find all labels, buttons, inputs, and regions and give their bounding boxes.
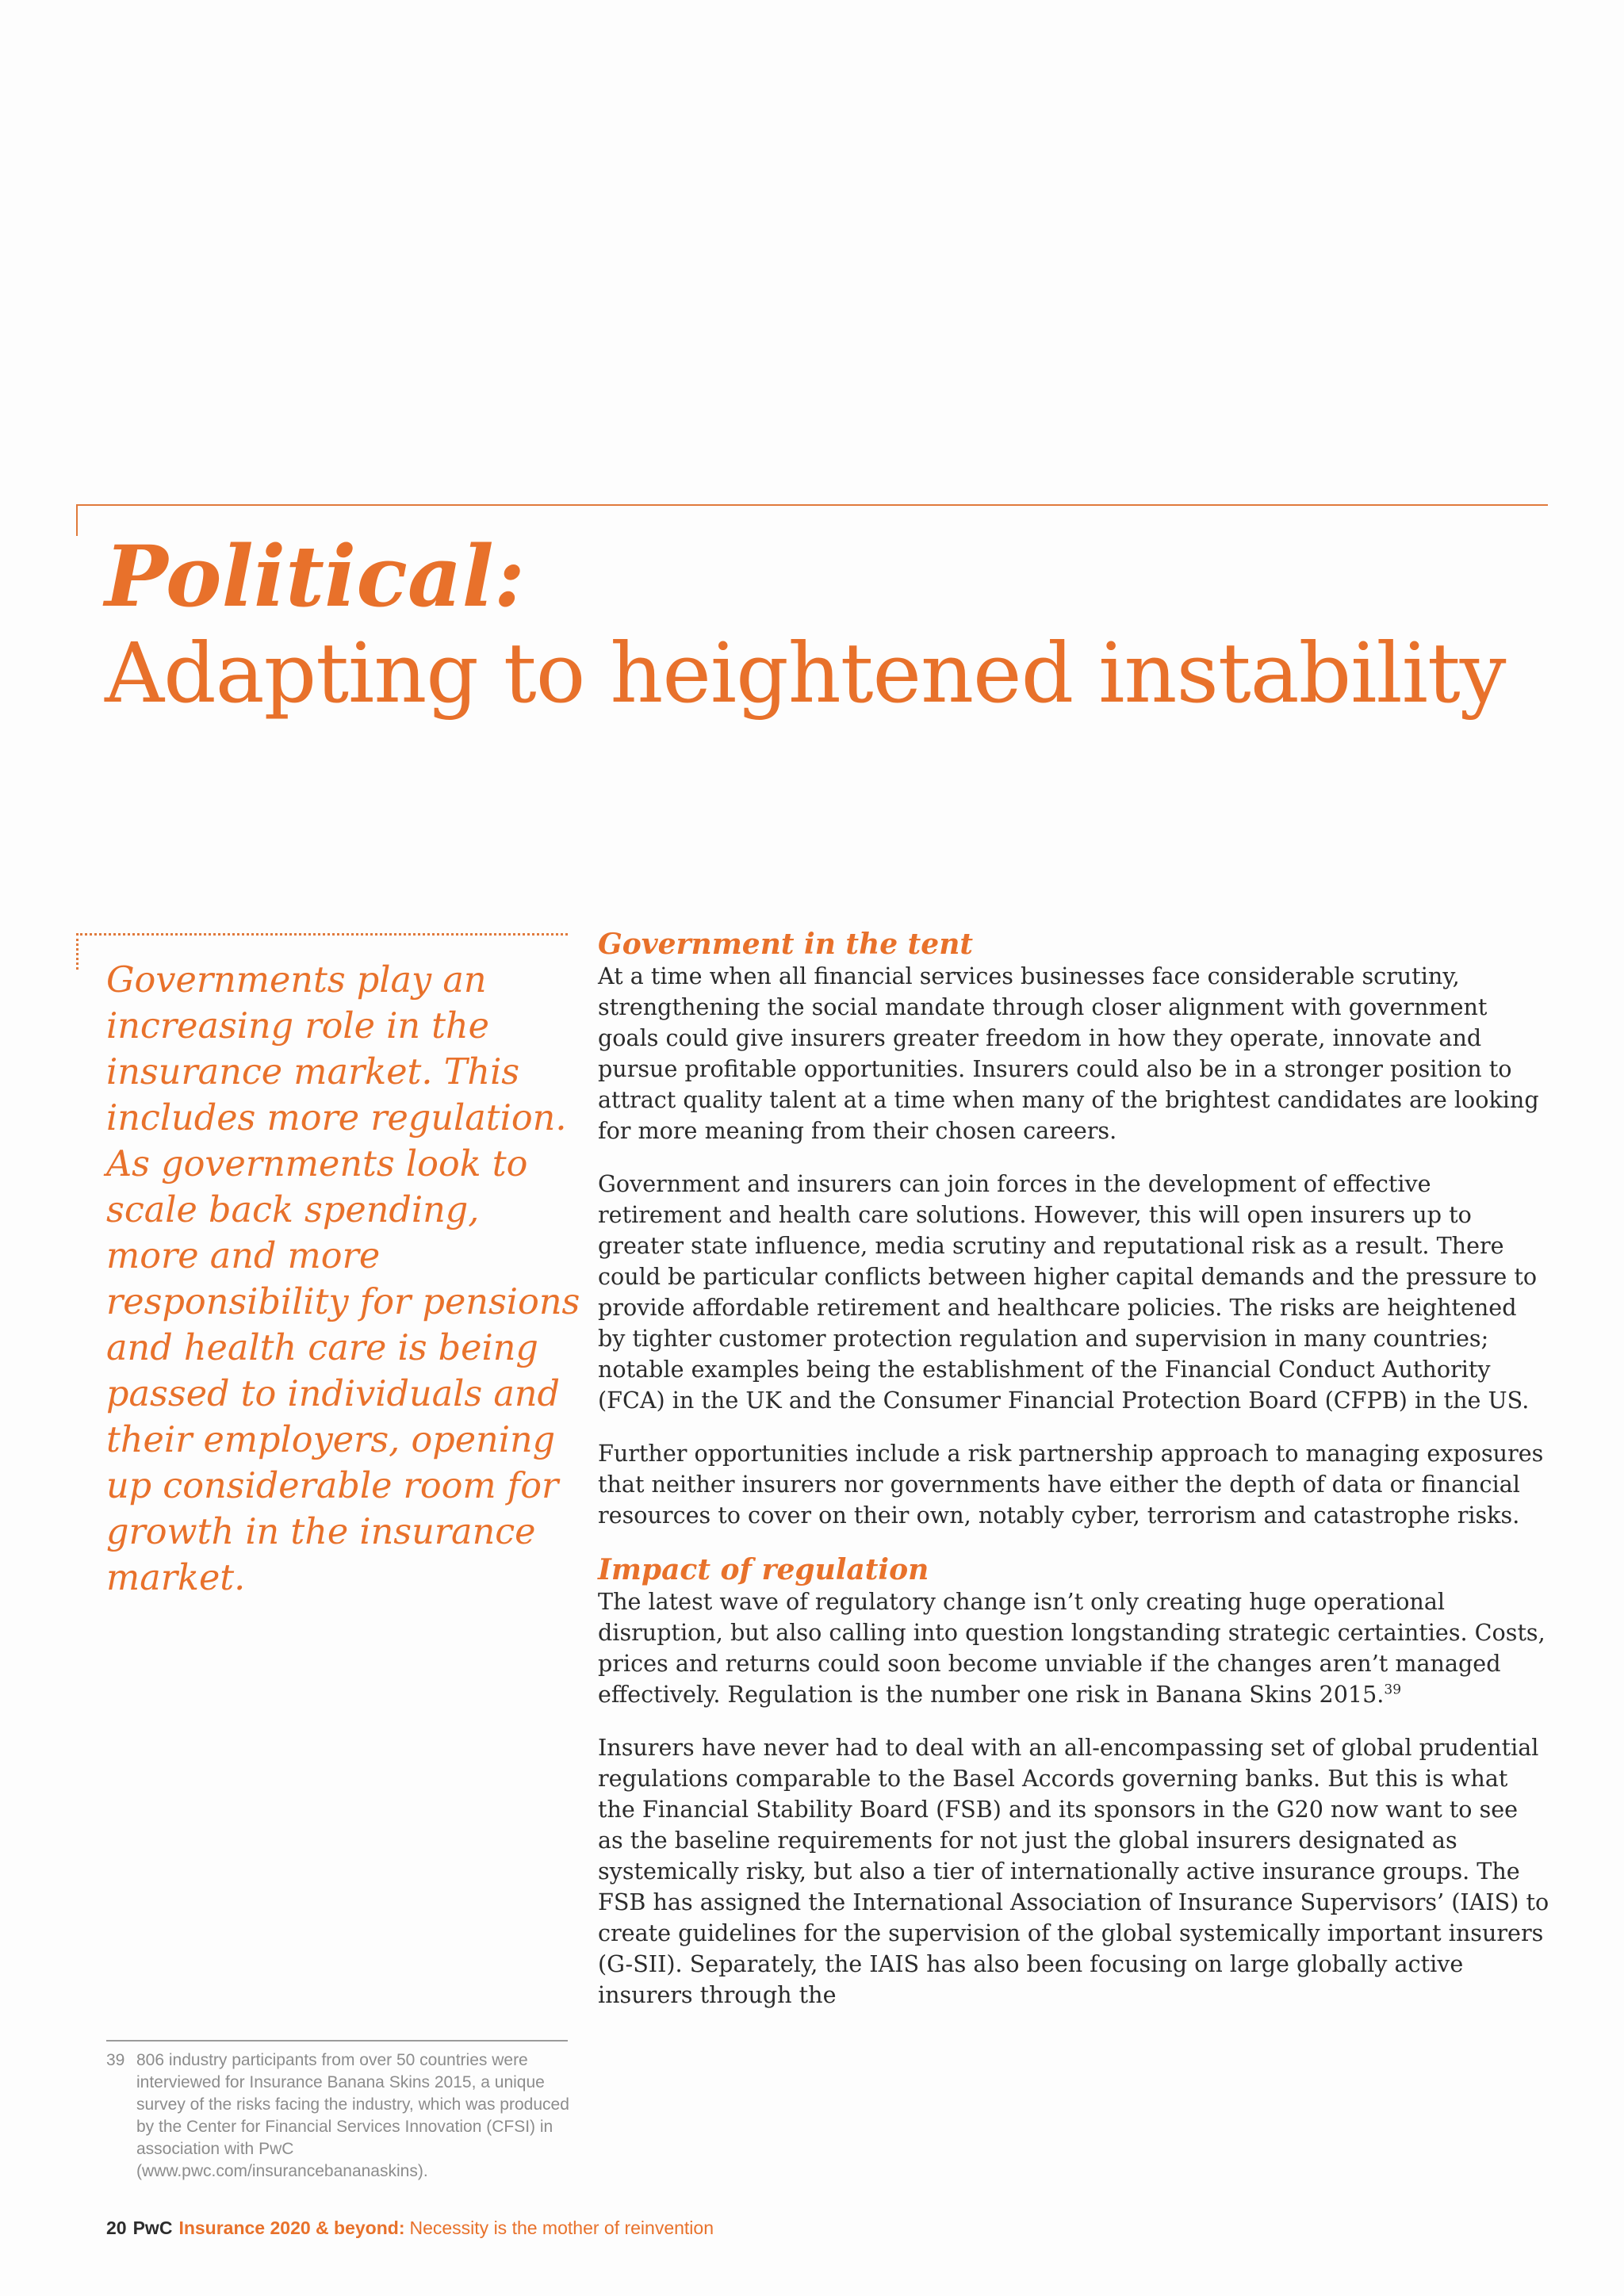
footnote-rule: [106, 2040, 568, 2042]
footer-brand: PwC: [132, 2218, 173, 2238]
pull-quote: Governments play an increasing role in the insurance market. This includes more regulation. As governments look to scale back spending, more and more responsibility for pensions and health care is being passed to individuals and their employers, opening up considerable room for growth in the insurance market.: [106, 960, 580, 1598]
pull-quote-top-rule: [76, 933, 568, 936]
paragraph: Government and insurers can join forces in the development of effective retirement and health care solutions. However, this will open insurers up to greater state influence, media scrutiny and reputational risk as a result. There could be particular conflicts between higher capital demands and the pressure to provide affordable retirement and healthcare policies. The risks are heightened by tighter customer protection regulation and supervision in many countries; notable examples being the establishment of the Financial Conduct Authority (FCA) in the UK and the Consumer Financial Protection Board (CFPB) in the US.: [598, 1170, 1538, 1414]
footnote-text: 806 industry participants from over 50 countries were interviewed for Insurance Banana Skins 2015, a unique survey of the risks facing the industry, which was produced by the Center for Financial Services Innovation (CFSI) in association with PwC (www.pwc.com/insurancebananaskins).: [136, 2051, 569, 2180]
page-footer: [106, 2216, 714, 2240]
paragraph-text: The latest wave of regulatory change isn’t only creating huge operational disruption, but also calling into question longstanding strategic certainties. Costs, prices and returns could soon become unviable if the changes aren’t managed effectively. Regulation is the number one risk in Banana Skins 2015.: [598, 1588, 1545, 1708]
section-heading-regulation: Impact of regulation: [598, 1553, 929, 1586]
pull-quote-corner-rule: [76, 933, 79, 970]
footnote-reference[interactable]: 39: [1384, 1682, 1402, 1698]
footnote-number: 39: [106, 2051, 125, 2069]
paragraph: Insurers have never had to deal with an all-encompassing set of global prudential regulations comparable to the Basel Accords governing banks. But this is what the Financial Stability Board (FSB) and its sponsors in the G20 now want to see as the baseline requirements for not just the global insurers designated as systemically risky, but also a tier of internationally active insurance groups. The FSB has assigned the International Association of Insurance Supervisors’ (IAIS) to create guidelines for the supervision of the global systemically important insurers (G-SII). Separately, the IAIS has also been focusing on large globally active insurers through the: [598, 1734, 1549, 2008]
paragraph: [598, 1586, 1549, 1710]
footnote: [106, 2049, 582, 2183]
page-title: Political:: [105, 526, 525, 626]
main-column: [598, 928, 1549, 2033]
footer-publication-title: Insurance 2020 & beyond:: [178, 2218, 405, 2238]
footer-tagline: Necessity is the mother of reinvention: [409, 2218, 714, 2238]
header-top-rule: [76, 504, 1548, 506]
paragraph: At a time when all financial services businesses face considerable scrutiny, strengthening the social mandate through closer alignment with government goals could give insurers greater freedom in how they operate, innovate and pursue profitable opportunities. Insurers could also be in a stronger position to attract quality talent at a time when many of the brightest candidates are looking for more meaning from their chosen careers.: [598, 962, 1539, 1144]
paragraph: Further opportunities include a risk partnership approach to managing exposures that neither insurers nor governments have either the depth of data or financial resources to cover on their own, notably cyber, terrorism and catastrophe risks.: [598, 1440, 1544, 1529]
section-heading-government: Government in the tent: [598, 928, 974, 961]
header-corner-rule: [76, 504, 78, 536]
page-number: 20: [106, 2218, 127, 2238]
page-subtitle: Adapting to heightened instability: [105, 625, 1506, 721]
